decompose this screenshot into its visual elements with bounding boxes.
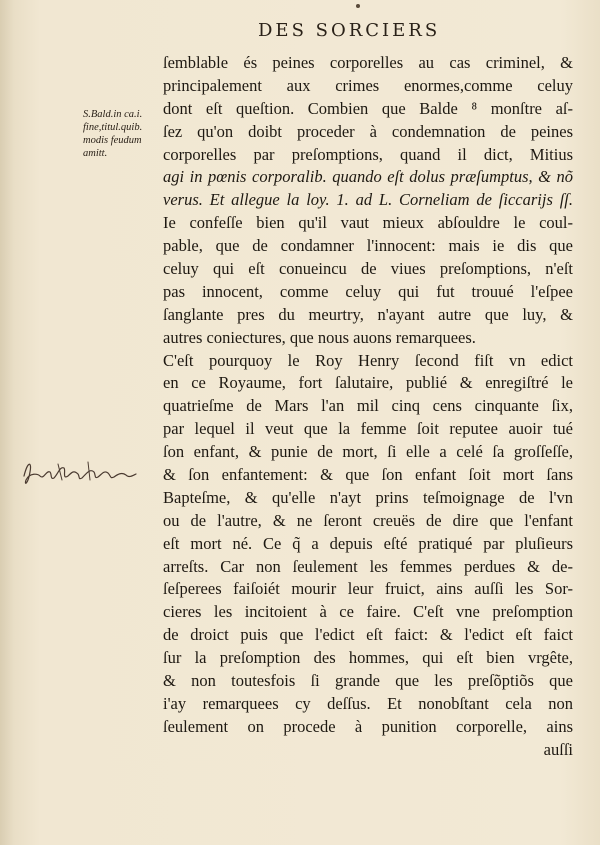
text-line: quatrieſme de Mars l'an mil cinq cens cinquante ſix,	[163, 396, 573, 416]
text-line: ſemblable és peines corporelles au cas criminel, &	[163, 53, 573, 72]
text-line: pas innocent, comme celuy qui fut trouué l'eſpee	[163, 281, 573, 301]
text-line: celuy qui eſt conueincu de viues preſomptions, n'eſt	[163, 259, 573, 279]
text-line: en ce Royaume, fort ſalutaire, publié & enregiſtré le	[163, 373, 573, 393]
text-line: principalement aux crimes enormes,comme celuy	[163, 75, 573, 95]
text-line: Ie confeſſe bien qu'il vaut mieux abſouldre le coul-	[163, 213, 573, 233]
margin-citation-line: S.Bald.in ca.i.	[83, 109, 143, 120]
margin-citation-line: fine,titul.quib.	[83, 122, 143, 133]
margin-citation-line: amitt.	[83, 148, 108, 159]
margin-citation	[83, 108, 163, 160]
margin-citation-line: modis feudum	[83, 135, 142, 146]
text-line: pable, que de condamner l'innocent: mais ie dis que	[163, 236, 573, 256]
text-line: autres coniectures, que nous auons remarquees.	[163, 327, 476, 347]
text-line: ſanglante pres du meurtry, n'ayant autre que luy, &	[163, 304, 573, 324]
text-line: ſon enfant, & punie de mort, ſi elle a celé ſa groſſeſſe,	[163, 442, 573, 462]
running-head: DES SORCIERS	[258, 20, 441, 41]
text-line: par lequel il veut que la femme ſoit reputee auoir tué	[163, 419, 573, 439]
text-line: arreſts. Car non ſeulement les femmes perdues & de-	[163, 556, 573, 576]
text-line: ſeulement on procede à punition corporelle, ains	[163, 716, 573, 736]
text-line: ou de l'autre, & ne ſeront creuës de dire que l'enfant	[163, 510, 573, 530]
printer-mark	[356, 4, 360, 8]
handwritten-annotation	[18, 450, 146, 492]
text-line: ſez qu'on doibt proceder à condemnation de peines	[163, 121, 573, 141]
text-line: & non toutesfois ſi grande que les preſõptiõs que	[163, 671, 573, 691]
text-line: ſeſperees faiſoiét mourir leur fruict, ains auſſi les Sor-	[163, 579, 573, 599]
text-line: cieres les incitoient à ce faire. C'eſt vne preſomption	[163, 602, 573, 622]
body-text	[163, 52, 573, 762]
text-line: i'ay remarquees cy deſſus. Et nonobſtant cela non	[163, 693, 573, 713]
text-line: Bapteſme, & qu'elle n'ayt prins teſmoignage de l'vn	[163, 487, 573, 507]
catchword: auſſi	[543, 739, 573, 759]
text-line: dont eſt queſtion. Combien que Balde ⁸ monſtre aſ-	[163, 98, 573, 118]
latin-quote-line: verus. Et allegue la loy. 1. ad L. Corneliam de ſiccarijs ſſ.	[163, 190, 573, 210]
text-line: C'eſt pourquoy le Roy Henry ſecond fiſt vn edict	[163, 350, 573, 370]
text-line: ſur la preſomption des hommes, qui eſt bien vrgête,	[163, 648, 573, 668]
text-line: & ſon enfantement: & que ſon enfant ſoit mort ſans	[163, 465, 573, 485]
text-line: de droict puis que l'edict eſt faict: & l'edict eſt faict	[163, 625, 573, 645]
text-line: corporelles par preſomptions, quand il dict, Mitius	[163, 144, 573, 164]
text-line: eſt mort né. Ce q̃ a depuis eſté pratiqué par pluſieurs	[163, 533, 573, 553]
latin-quote-line: agi in pœnis corporalib. quando eſt dolus præſumptus, & nõ	[163, 167, 573, 187]
